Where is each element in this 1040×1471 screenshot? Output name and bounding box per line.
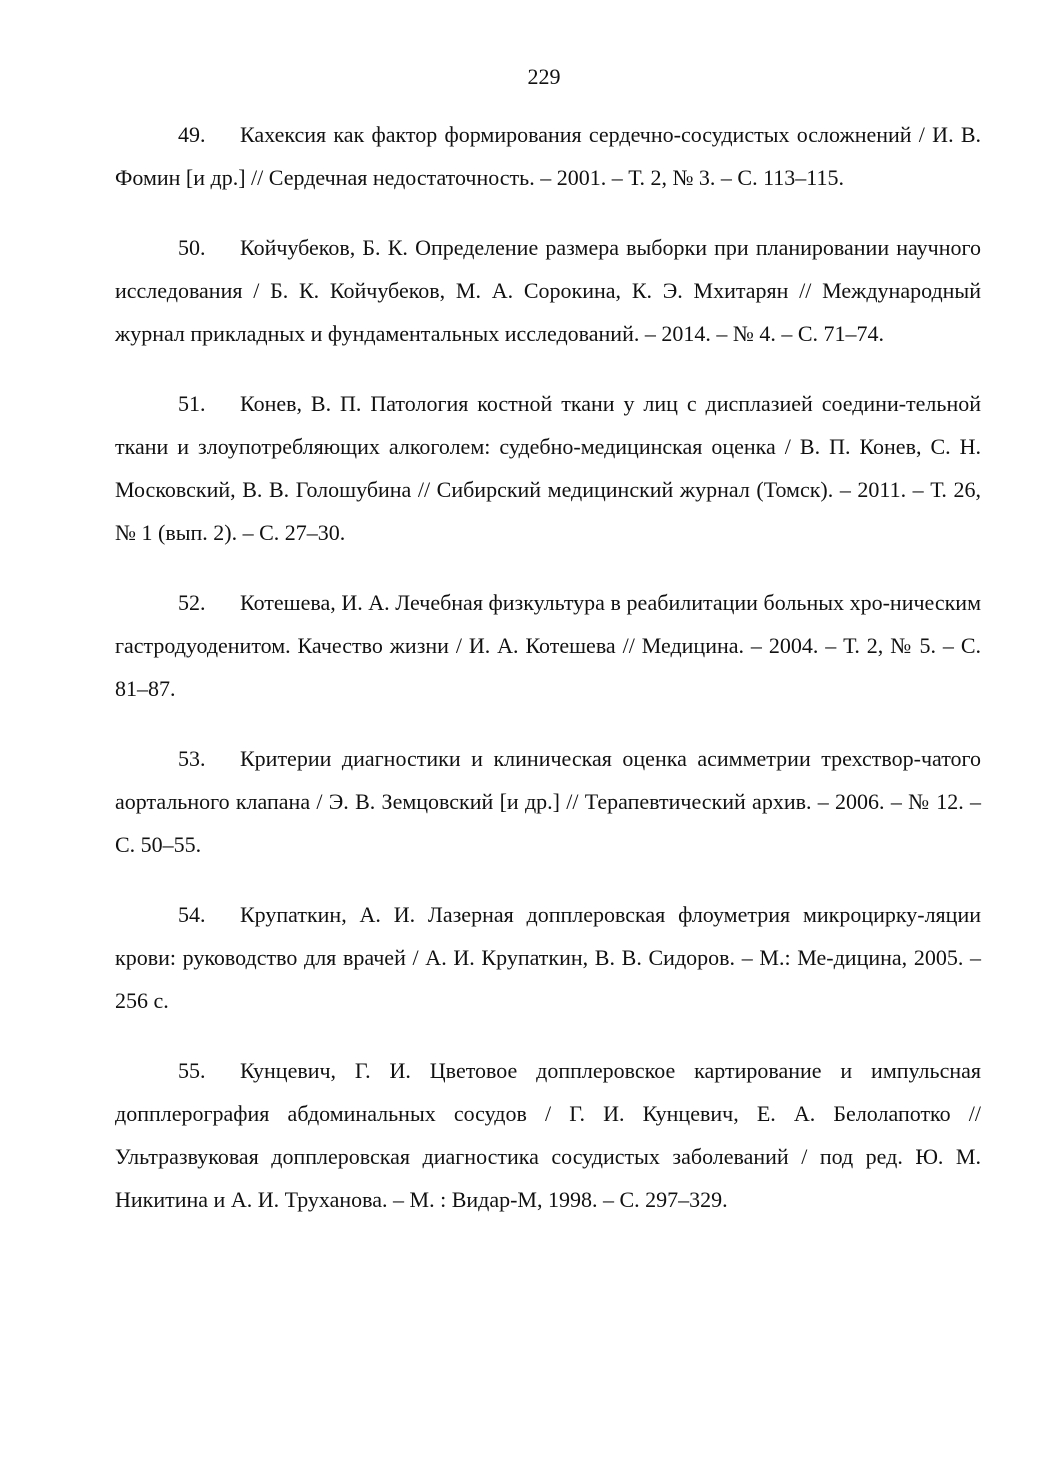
reference-number: 54. bbox=[178, 902, 206, 927]
reference-number: 49. bbox=[178, 122, 206, 147]
reference-item-49 bbox=[115, 113, 981, 199]
reference-item-50 bbox=[115, 226, 981, 355]
reference-item-51 bbox=[115, 382, 981, 554]
reference-number: 53. bbox=[178, 746, 206, 771]
reference-item-55 bbox=[115, 1049, 981, 1221]
reference-number: 55. bbox=[178, 1058, 206, 1083]
reference-item-54 bbox=[115, 893, 981, 1022]
reference-number: 50. bbox=[178, 235, 206, 260]
reference-text: Кунцевич, Г. И. Цветовое допплеровское картирование и импульсная допплерография абдоминальных сосудов / Г. И. Кунцевич, Е. А. Белолапотко // Ультразвуковая допплеровская диагностика сосудистых заболеваний / под ред. Ю. М. Никитина и А. И. Труханова. – М. : Видар-М, 1998. – С. 297–329. bbox=[115, 1058, 981, 1212]
reference-text: Котешева, И. А. Лечебная физкультура в реабилитации больных хро-ническим гастродуоденитом. Качество жизни / И. А. Котешева // Медицина. – 2004. – Т. 2, № 5. – С. 81–87. bbox=[115, 590, 981, 701]
reference-text: Кахексия как фактор формирования сердечно-сосудистых осложнений / И. В. Фомин [и др.] // Сердечная недостаточность. – 2001. – Т. 2, № 3. – С. 113–115. bbox=[115, 122, 981, 190]
reference-text: Крупаткин, А. И. Лазерная допплеровская флоуметрия микроцирку-ляции крови: руководство для врачей / А. И. Крупаткин, В. В. Сидоров. – М.: Ме-дицина, 2005. – 256 с. bbox=[115, 902, 981, 1013]
reference-text: Критерии диагностики и клиническая оценка асимметрии трехствор-чатого аортального клапана / Э. В. Земцовский [и др.] // Терапевтический архив. – 2006. – № 12. – С. 50–55. bbox=[115, 746, 981, 857]
reference-list bbox=[115, 113, 981, 1248]
reference-number: 51. bbox=[178, 391, 206, 416]
reference-item-53 bbox=[115, 737, 981, 866]
reference-text: Койчубеков, Б. К. Определение размера выборки при планировании научного исследования / Б. К. Койчубеков, М. А. Сорокина, К. Э. Мхитарян // Международный журнал прикладных и фундаментальных исследований. – 2014. – № 4. – С. 71–74. bbox=[115, 235, 981, 346]
reference-item-52 bbox=[115, 581, 981, 710]
reference-text: Конев, В. П. Патология костной ткани у лиц с дисплазией соедини-тельной ткани и злоупотребляющих алкоголем: судебно-медицинская оценка / В. П. Конев, С. Н. Московский, В. В. Голошубина // Сибирский медицинский журнал (Томск). – 2011. – Т. 26, № 1 (вып. 2). – С. 27–30. bbox=[115, 391, 981, 545]
reference-number: 52. bbox=[178, 590, 206, 615]
page-number: 229 bbox=[527, 64, 561, 89]
